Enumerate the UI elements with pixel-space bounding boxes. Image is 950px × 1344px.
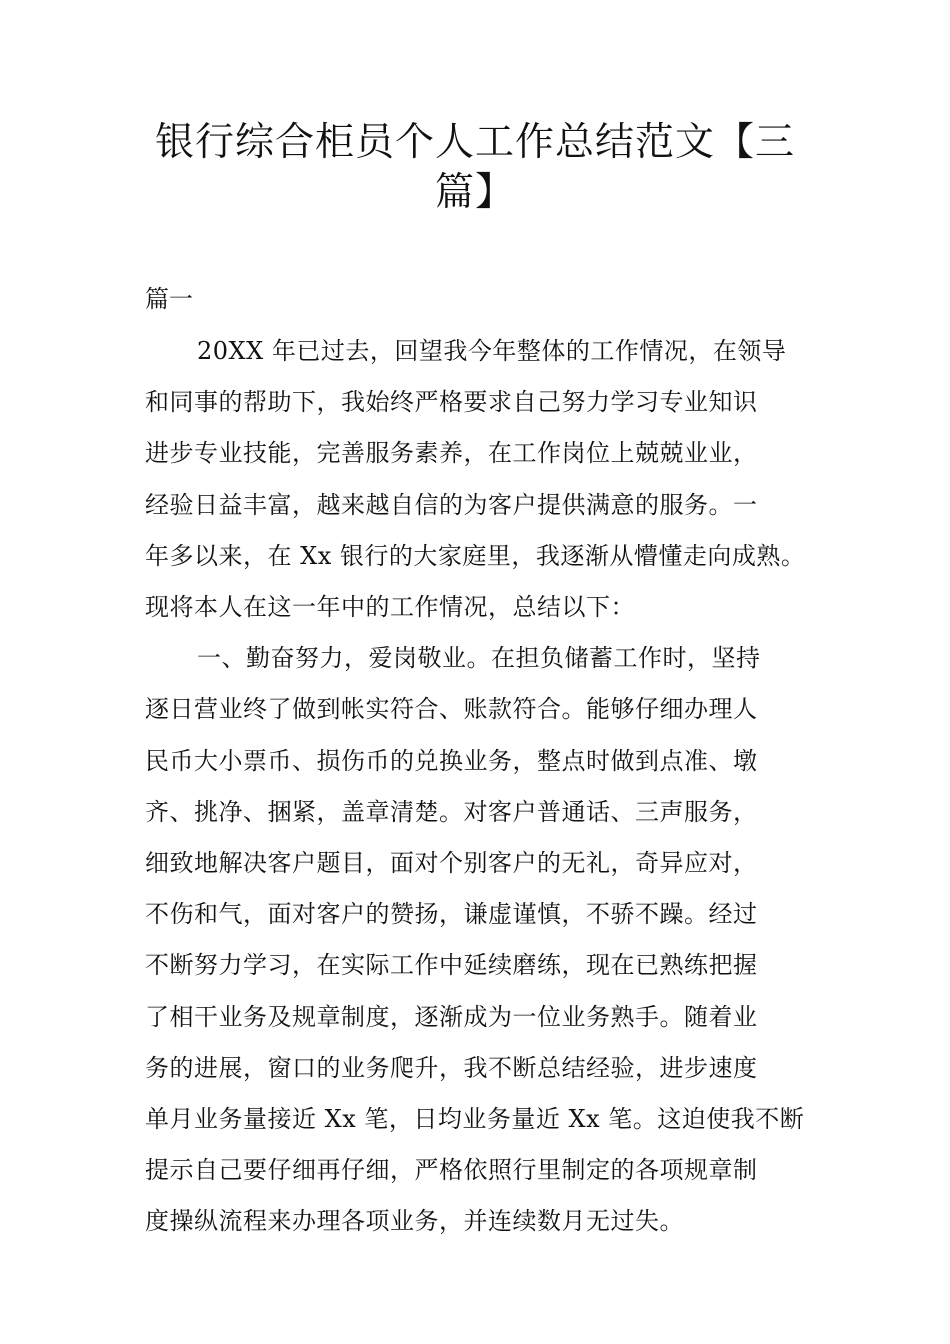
paragraph-line: 不伤和气，面对客户的赞扬，谦虚谨慎，不骄不躁。经过 (145, 900, 758, 928)
paragraph-line: 20XX 年已过去，回望我今年整体的工作情况，在领导 (197, 337, 787, 365)
paragraph-line: 度操纵流程来办理各项业务，并连续数月无过失。 (145, 1207, 684, 1235)
paragraph-line: 不断努力学习，在实际工作中延续磨练，现在已熟练把握 (145, 951, 758, 979)
paragraph-line: 了相干业务及规章制度，逐渐成为一位业务熟手。随着业 (145, 1003, 758, 1031)
document-title (130, 118, 820, 218)
paragraph-line: 经验日益丰富，越来越自信的为客户提供满意的服务。一 (145, 491, 758, 519)
paragraph-line: 务的进展，窗口的业务爬升，我不断总结经验，进步速度 (145, 1054, 758, 1082)
paragraph-line: 细致地解决客户题目，面对个别客户的无礼，奇异应对， (145, 849, 758, 877)
title-line-2: 篇】 (434, 170, 515, 215)
paragraph-line: 现将本人在这一年中的工作情况，总结以下： (145, 593, 635, 621)
section-label: 篇一 (145, 285, 193, 313)
paragraph-line: 年多以来，在 Xx 银行的大家庭里，我逐渐从懵懂走向成熟。 (145, 542, 806, 570)
title-line-1: 银行综合柜员个人工作总结范文【三 (154, 120, 795, 165)
paragraph-line: 提示自己要仔细再仔细，严格依照行里制定的各项规章制 (145, 1156, 758, 1184)
paragraph-line: 逐日营业终了做到帐实符合、账款符合。能够仔细办理人 (145, 695, 758, 723)
paragraph-line: 齐、挑净、捆紧，盖章清楚。对客户普通话、三声服务， (145, 798, 758, 826)
paragraph-line: 进步专业技能，完善服务素养，在工作岗位上兢兢业业， (145, 439, 758, 467)
paragraph-line: 单月业务量接近 Xx 笔，日均业务量近 Xx 笔。这迫使我不断 (145, 1105, 805, 1133)
paragraph-line: 一、勤奋努力，爱岗敬业。在担负储蓄工作时，坚持 (197, 644, 761, 672)
paragraph-line: 和同事的帮助下，我始终严格要求自己努力学习专业知识 (145, 388, 758, 416)
paragraph-line: 民币大小票币、损伤币的兑换业务，整点时做到点准、墩 (145, 747, 758, 775)
